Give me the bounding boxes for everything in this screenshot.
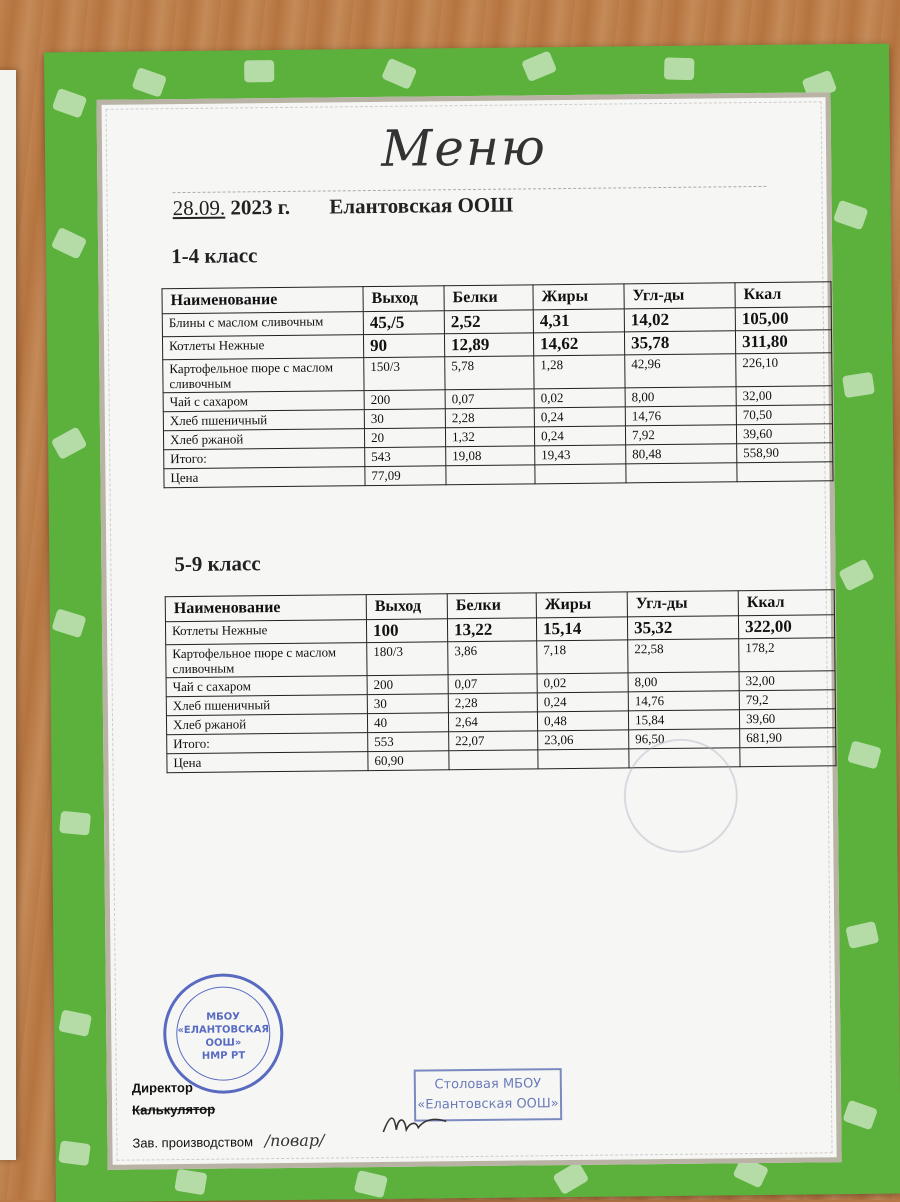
frame-decoration (842, 372, 875, 398)
value-cell: 553 (368, 732, 449, 752)
frame-decoration (833, 200, 869, 231)
column-header: Выход (366, 594, 447, 620)
value-cell: 0,07 (445, 389, 534, 409)
value-cell: 70,50 (736, 405, 832, 425)
value-cell: 30 (367, 694, 448, 714)
value-cell: 22,07 (449, 731, 538, 751)
production-head-label: Зав. производством (132, 1134, 254, 1151)
value-cell: 60,90 (368, 751, 449, 771)
value-cell: 100 (366, 619, 447, 643)
value-cell: 14,76 (625, 406, 736, 426)
value-cell: 200 (364, 390, 445, 410)
value-cell: 2,52 (444, 310, 533, 334)
frame-decoration (842, 1100, 878, 1131)
dish-name: Итого: (164, 448, 365, 469)
dish-name: Хлеб ржаной (163, 429, 364, 450)
frame-decoration (132, 67, 168, 98)
frame-decoration (847, 740, 882, 769)
column-header: Белки (447, 593, 536, 619)
frame-decoration (845, 921, 879, 949)
value-cell: 14,62 (533, 332, 624, 356)
value-cell: 39,60 (736, 424, 832, 444)
value-cell: 80,48 (626, 444, 737, 464)
menu-table-1-4 (161, 281, 833, 488)
frame-decoration (838, 558, 875, 591)
value-cell: 200 (367, 675, 448, 695)
value-cell (449, 750, 538, 770)
menu-title: Меню (380, 118, 548, 178)
frame-decoration (58, 1140, 91, 1166)
dish-name: Блины с маслом сливочным (162, 312, 363, 337)
value-cell: 14,76 (628, 691, 739, 711)
director-label: Директор (131, 1079, 193, 1096)
canteen-stamp-text: «Елантовская ООШ» (417, 1096, 559, 1113)
value-cell: 0,24 (534, 407, 625, 427)
school-name: Елантовская ООШ (329, 192, 514, 219)
value-cell: 79,2 (739, 690, 835, 710)
column-header: Угл-ды (627, 591, 738, 617)
section-heading-5-9: 5-9 класс (174, 551, 261, 577)
value-cell: 4,31 (533, 309, 624, 333)
value-cell: 0,24 (534, 426, 625, 446)
value-cell: 226,10 (736, 353, 832, 387)
value-cell: 5,78 (445, 356, 534, 390)
value-cell: 77,09 (365, 466, 446, 486)
value-cell: 3,86 (448, 641, 537, 675)
canteen-stamp-text: Столовая МБОУ (434, 1076, 542, 1093)
value-cell: 0,24 (537, 692, 628, 712)
frame-decoration (174, 1169, 207, 1196)
handwritten-cook: /повар/ (264, 1130, 325, 1151)
value-cell: 42,96 (625, 354, 736, 388)
value-cell: 178,2 (739, 638, 835, 672)
column-header: Наименование (165, 595, 366, 622)
value-cell: 8,00 (625, 387, 736, 407)
column-header: Выход (363, 286, 444, 312)
date-school-line (173, 193, 514, 222)
value-cell: 0,07 (448, 674, 537, 694)
value-cell: 19,08 (446, 446, 535, 466)
value-cell: 19,43 (535, 445, 626, 465)
menu-paper (97, 92, 842, 1170)
stamp-text: НМР РТ (201, 1050, 246, 1062)
dish-name: Котлеты Нежные (162, 335, 363, 360)
value-cell: 15,84 (628, 710, 739, 730)
menu-table-5-9 (165, 589, 837, 773)
column-header: Ккал (738, 590, 834, 616)
faint-round-stamp (623, 738, 738, 853)
value-cell: 1,32 (445, 427, 534, 447)
column-header: Жиры (536, 592, 627, 618)
value-cell: 90 (363, 334, 444, 358)
dish-name: Картофельное пюре с маслом сливочным (166, 643, 367, 678)
value-cell: 8,00 (628, 672, 739, 692)
value-cell: 543 (365, 447, 446, 467)
value-cell: 311,80 (735, 330, 831, 354)
menu-sheet (44, 44, 900, 1202)
value-cell: 14,02 (624, 308, 735, 332)
signature-scribble (380, 1109, 450, 1138)
section-heading-1-4: 1-4 класс (171, 243, 258, 269)
frame-decoration (664, 57, 695, 80)
value-cell: 12,89 (444, 333, 533, 357)
value-cell: 32,00 (736, 386, 832, 406)
value-cell: 180/3 (367, 642, 448, 676)
dish-name: Хлеб пшеничный (163, 410, 364, 431)
frame-decoration (52, 88, 88, 119)
value-cell: 0,02 (534, 388, 625, 408)
value-cell: 150/3 (364, 357, 445, 391)
value-cell: 7,18 (537, 640, 628, 674)
stamp-text: «ЕЛАНТОВСКАЯ (177, 1024, 270, 1037)
value-cell: 39,60 (739, 709, 835, 729)
value-cell: 7,92 (625, 425, 736, 445)
value-cell: 30 (364, 409, 445, 429)
value-cell: 32,00 (739, 671, 835, 691)
frame-decoration (59, 811, 91, 836)
column-header: Ккал (735, 282, 831, 308)
dish-name: Котлеты Нежные (165, 620, 366, 645)
column-header: Белки (444, 285, 533, 311)
value-cell: 2,28 (448, 693, 537, 713)
value-cell (538, 749, 629, 769)
dish-name: Хлеб пшеничный (166, 695, 367, 716)
dish-name: Чай с сахаром (163, 391, 364, 412)
value-cell: 681,90 (740, 728, 836, 748)
frame-decoration (51, 227, 88, 260)
adjacent-paper-edge (0, 70, 16, 1160)
value-cell: 35,32 (627, 616, 738, 640)
calculator-label: Калькулятор (132, 1101, 216, 1118)
frame-decoration (51, 608, 86, 638)
value-cell: 2,64 (448, 712, 537, 732)
frame-decoration (58, 1009, 92, 1036)
frame-decoration (244, 60, 274, 82)
value-cell: 558,90 (737, 443, 833, 463)
frame-decoration (354, 1170, 388, 1198)
frame-decoration (552, 1161, 589, 1195)
dish-name: Итого: (167, 733, 368, 754)
dish-name: Хлеб ржаной (166, 714, 367, 735)
value-cell: 105,00 (735, 307, 831, 331)
value-cell: 35,78 (624, 331, 735, 355)
dish-name: Цена (164, 467, 365, 488)
stamp-text: МБОУ (206, 1011, 241, 1023)
value-cell: 2,28 (445, 408, 534, 428)
value-cell: 0,48 (537, 711, 628, 731)
value-cell (535, 464, 626, 484)
value-cell: 96,50 (629, 729, 740, 749)
frame-decoration (381, 58, 417, 90)
value-cell: 23,06 (538, 730, 629, 750)
column-header: Наименование (162, 287, 363, 314)
dish-name: Цена (167, 752, 368, 773)
signature-block (132, 1076, 325, 1155)
column-header: Угл-ды (624, 283, 735, 309)
value-cell: 322,00 (738, 615, 834, 639)
value-cell: 0,02 (537, 673, 628, 693)
stamp-text: ООШ» (205, 1037, 242, 1049)
value-cell: 1,28 (534, 355, 625, 389)
value-cell (626, 463, 737, 483)
value-cell (737, 462, 833, 482)
value-cell: 40 (367, 713, 448, 733)
menu-year: 2023 г. (230, 194, 291, 220)
value-cell: 22,58 (628, 639, 739, 673)
value-cell: 13,22 (447, 618, 536, 642)
value-cell (740, 747, 836, 767)
menu-date: 28.09. (172, 195, 226, 221)
frame-decoration (521, 50, 557, 82)
dish-name: Картофельное пюре с маслом сливочным (163, 358, 364, 393)
column-header: Жиры (533, 284, 624, 310)
frame-decoration (51, 426, 88, 460)
value-cell: 15,14 (536, 617, 627, 641)
dish-name: Чай с сахаром (166, 676, 367, 697)
value-cell: 45,/5 (363, 311, 444, 335)
value-cell (446, 465, 535, 485)
value-cell: 20 (364, 428, 445, 448)
